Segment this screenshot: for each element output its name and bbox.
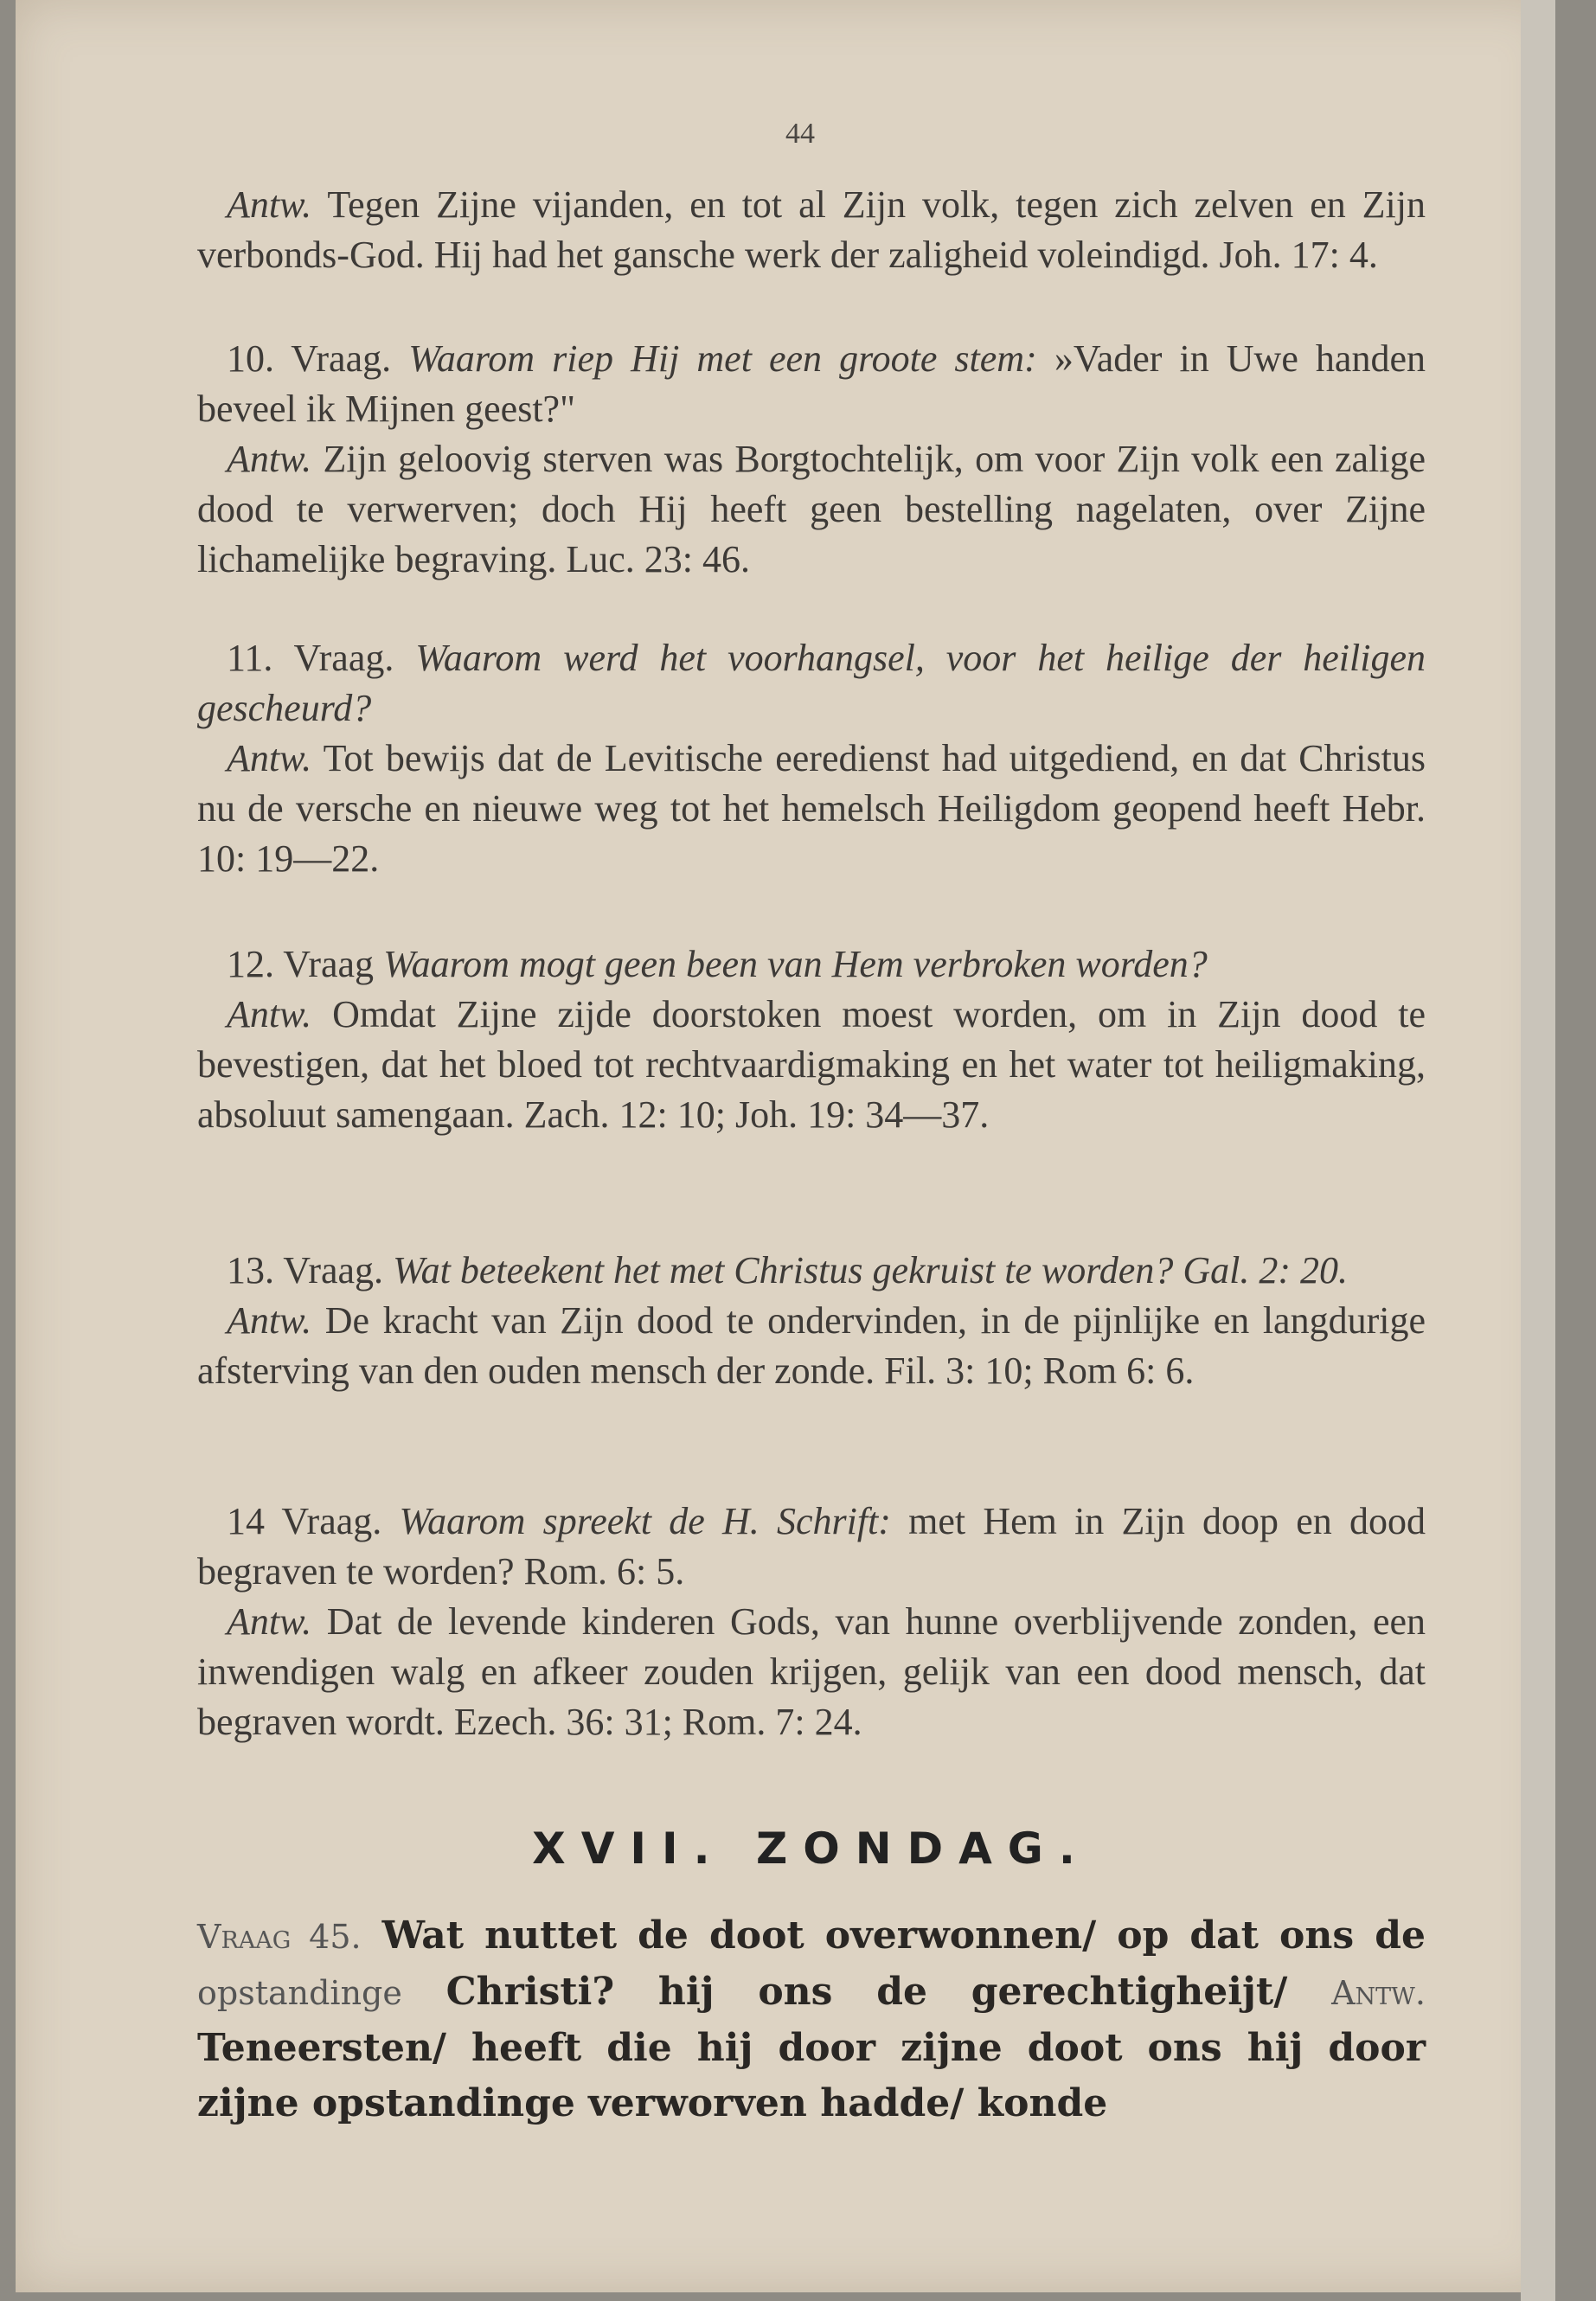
answer-label: Antw. xyxy=(227,438,312,480)
q14 xyxy=(197,1497,1426,1747)
catechism-question-text-b: opstandinge xyxy=(197,1974,402,2012)
answer-label: Antw. xyxy=(227,993,312,1035)
catechism-answer-text: Teneersten/ heeft die hij door zijne doot ons hij door zijne opstandinge verworven hadde/ konde xyxy=(197,2026,1426,2125)
question-text-cont: met Hem in Zijn doop en dood begraven te worden? Rom. 6: 5. xyxy=(197,1500,1426,1593)
question-text-cont: »Vader in Uwe handen beveel ik Mijnen geest?" xyxy=(197,337,1426,430)
question-text: Waarom werd het voorhangsel, voor het heilige der heiligen gescheurd? xyxy=(197,637,1426,729)
catechism-question-text-a: Wat nuttet de doot overwonnen/ op dat ons de xyxy=(381,1913,1426,1958)
page-edge xyxy=(1521,0,1555,2301)
q9-answer xyxy=(197,180,1426,280)
q10 xyxy=(197,334,1426,585)
q12 xyxy=(197,939,1426,1140)
question-number: 12. Vraag xyxy=(227,943,375,985)
answer-text: De kracht van Zijn dood te ondervinden, in de pijnlijke en langdurige afsterving van den ouden mensch der zonde. Fil. 3: 10; Rom 6: 6. xyxy=(197,1299,1426,1392)
catechism-question-label: Vraag 45. xyxy=(197,1918,362,1956)
question-number: 14 Vraag. xyxy=(227,1500,382,1542)
question-text: Waarom mogt geen been van Hem verbroken worden? xyxy=(383,943,1208,985)
question-number: 13. Vraag. xyxy=(227,1249,384,1292)
answer-label: Antw. xyxy=(227,1299,312,1342)
page-number: 44 xyxy=(785,118,815,150)
answer-text: Dat de levende kinderen Gods, van hunne overblijvende zonden, een inwendigen walg en afkeer zouden krijgen, gelijk van een dood mensch, dat begraven wordt. Ezech. 36: 31; Rom. 7: 24. xyxy=(197,1600,1426,1743)
answer-text: Zijn geloovig sterven was Borgtochtelijk, om voor Zijn volk een zalige dood te verwerven; doch Hij heeft geen bestelling nagelaten, over Zijne lichamelijke begraving. Luc. 23: 46. xyxy=(197,438,1426,580)
question-number: 11. Vraag. xyxy=(227,637,394,679)
question-text: Waarom riep Hij met een groote stem: xyxy=(408,337,1037,380)
answer-text: Omdat Zijne zijde doorstoken moest worden, om in Zijn dood te bevestigen, dat het bloed tot rechtvaardigmaking en het water tot heiligmaking, absoluut samengaan. Zach. 12: 10; Joh. 19: 34—37. xyxy=(197,993,1426,1136)
catechism-question-text-c: Christi? hij ons de gerechtigheijt/ xyxy=(445,1970,1288,2014)
book-page xyxy=(16,0,1555,2292)
answer-text: Tot bewijs dat de Levitische eeredienst had uitgediend, en dat Christus nu de versche en nieuwe weg tot het hemelsch Heiligdom geopend heeft Hebr. 10: 19—22. xyxy=(197,737,1426,880)
question-text: Wat beteekent het met Christus gekruist te worden? Gal. 2: 20. xyxy=(393,1249,1348,1292)
section-heading: XVII. ZONDAG. xyxy=(532,1823,1091,1874)
answer-label: Antw. xyxy=(227,737,312,779)
question-number: 10. Vraag. xyxy=(227,337,392,380)
question-text: Waarom spreekt de H. Schrift: xyxy=(399,1500,891,1542)
answer-text: Tegen Zijne vijanden, en tot al Zijn volk, tegen zich zelven en Zijn verbonds-God. Hij had het gansche werk der zaligheid voleindigd. Joh. 17: 4. xyxy=(197,183,1426,276)
answer-label: Antw. xyxy=(227,183,312,226)
q11 xyxy=(197,633,1426,884)
q13 xyxy=(197,1246,1426,1396)
answer-label: Antw. xyxy=(227,1600,312,1643)
catechism-question xyxy=(197,1908,1426,2131)
catechism-answer-label: Antw. xyxy=(1331,1974,1426,2012)
